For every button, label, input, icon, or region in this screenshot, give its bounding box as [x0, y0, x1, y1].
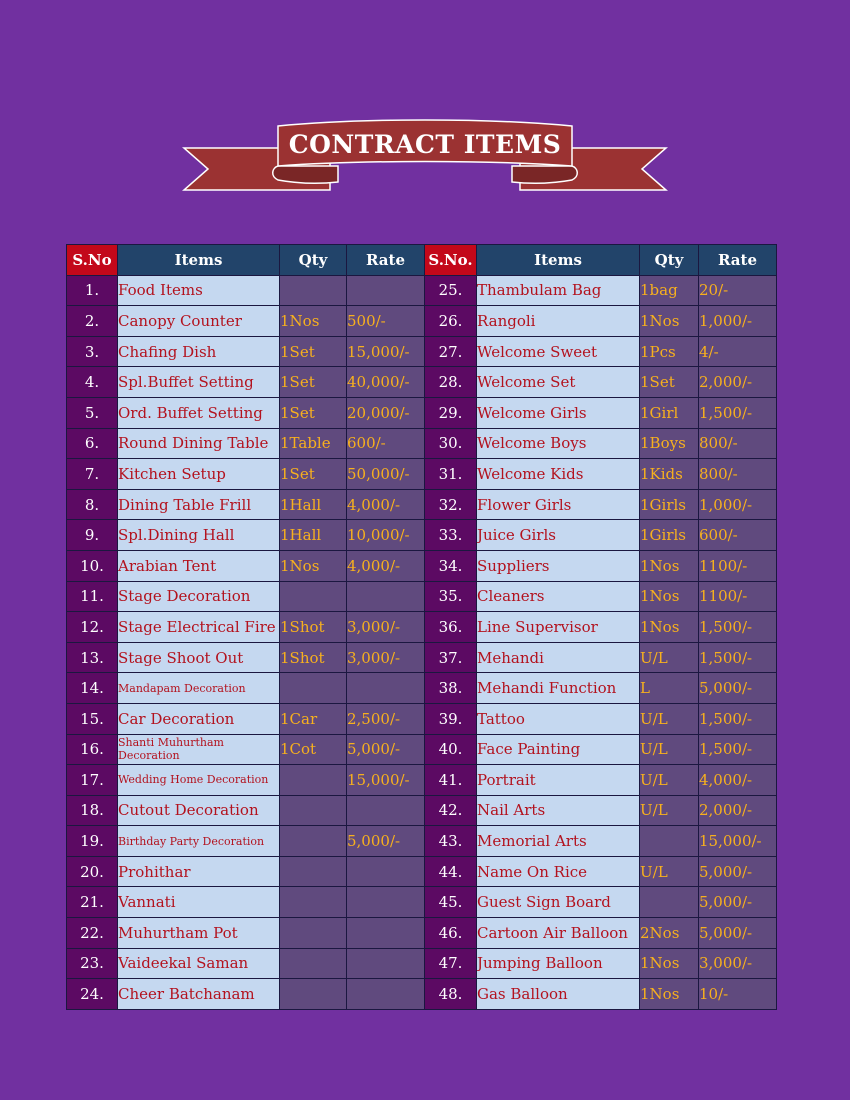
serial-number: 34. — [425, 550, 477, 581]
serial-number: 14. — [67, 673, 118, 704]
table-row — [67, 948, 777, 979]
item-name: Memorial Arts — [477, 826, 640, 857]
item-name: Nail Arts — [477, 795, 640, 826]
item-name: Mandapam Decoration — [118, 673, 280, 704]
item-rate: 2,000/- — [699, 367, 777, 398]
item-qty — [640, 887, 699, 918]
item-rate: 1,000/- — [699, 306, 777, 337]
item-qty — [280, 918, 347, 949]
table-row — [67, 306, 777, 337]
item-qty: L — [640, 673, 699, 704]
item-name: Mehandi Function — [477, 673, 640, 704]
serial-number: 13. — [67, 642, 118, 673]
serial-number: 5. — [67, 397, 118, 428]
table-row — [67, 550, 777, 581]
item-name: Stage Shoot Out — [118, 642, 280, 673]
serial-number: 4. — [67, 367, 118, 398]
item-qty: 1Set — [280, 397, 347, 428]
item-rate: 1,500/- — [699, 642, 777, 673]
table-row — [67, 489, 777, 520]
item-rate — [347, 979, 425, 1010]
item-name: Car Decoration — [118, 703, 280, 734]
item-rate: 800/- — [699, 428, 777, 459]
item-rate — [347, 581, 425, 612]
header-qty-right: Qty — [640, 245, 699, 276]
table-row — [67, 275, 777, 306]
item-name: Prohithar — [118, 856, 280, 887]
item-name: Thambulam Bag — [477, 275, 640, 306]
item-name: Cleaners — [477, 581, 640, 612]
item-rate: 2,000/- — [699, 795, 777, 826]
serial-number: 29. — [425, 397, 477, 428]
item-qty: 1Nos — [280, 550, 347, 581]
serial-number: 26. — [425, 306, 477, 337]
item-name: Tattoo — [477, 703, 640, 734]
item-qty: 1Set — [280, 336, 347, 367]
item-qty: 1Girl — [640, 397, 699, 428]
item-name: Welcome Sweet — [477, 336, 640, 367]
serial-number: 28. — [425, 367, 477, 398]
item-qty — [640, 826, 699, 857]
item-qty: 1Set — [640, 367, 699, 398]
table-row — [67, 887, 777, 918]
item-rate: 1100/- — [699, 581, 777, 612]
table-row — [67, 520, 777, 551]
item-name: Portrait — [477, 765, 640, 796]
table-row — [67, 397, 777, 428]
item-name: Jumping Balloon — [477, 948, 640, 979]
item-rate: 600/- — [347, 428, 425, 459]
item-qty: 1Hall — [280, 489, 347, 520]
serial-number: 8. — [67, 489, 118, 520]
item-qty: 1bag — [640, 275, 699, 306]
item-qty: 1Set — [280, 459, 347, 490]
item-rate — [347, 795, 425, 826]
item-name: Spl.Buffet Setting — [118, 367, 280, 398]
item-rate: 500/- — [347, 306, 425, 337]
item-qty — [280, 795, 347, 826]
item-name: Gas Balloon — [477, 979, 640, 1010]
item-qty: U/L — [640, 856, 699, 887]
item-rate: 15,000/- — [347, 336, 425, 367]
table-row — [67, 856, 777, 887]
item-rate — [347, 856, 425, 887]
table-row — [67, 428, 777, 459]
item-name: Food Items — [118, 275, 280, 306]
item-qty — [280, 887, 347, 918]
item-rate: 3,000/- — [347, 642, 425, 673]
item-rate: 1,000/- — [699, 489, 777, 520]
table-row — [67, 642, 777, 673]
item-name: Cutout Decoration — [118, 795, 280, 826]
item-name: Welcome Girls — [477, 397, 640, 428]
serial-number: 31. — [425, 459, 477, 490]
serial-number: 19. — [67, 826, 118, 857]
item-rate: 1,500/- — [699, 703, 777, 734]
header-items-left: Items — [118, 245, 280, 276]
table-row — [67, 459, 777, 490]
serial-number: 20. — [67, 856, 118, 887]
header-items-right: Items — [477, 245, 640, 276]
serial-number: 1. — [67, 275, 118, 306]
item-rate: 20/- — [699, 275, 777, 306]
serial-number: 17. — [67, 765, 118, 796]
item-rate: 2,500/- — [347, 703, 425, 734]
serial-number: 45. — [425, 887, 477, 918]
item-qty: 1Nos — [640, 948, 699, 979]
item-name: Rangoli — [477, 306, 640, 337]
item-rate: 600/- — [699, 520, 777, 551]
item-qty — [280, 275, 347, 306]
item-name: Guest Sign Board — [477, 887, 640, 918]
item-rate: 50,000/- — [347, 459, 425, 490]
header-sno-right: S.No. — [425, 245, 477, 276]
table-row — [67, 673, 777, 704]
table-row — [67, 979, 777, 1010]
item-name: Vaideekal Saman — [118, 948, 280, 979]
item-qty: 2Nos — [640, 918, 699, 949]
serial-number: 15. — [67, 703, 118, 734]
item-qty: 1Table — [280, 428, 347, 459]
item-qty: 1Hall — [280, 520, 347, 551]
serial-number: 48. — [425, 979, 477, 1010]
item-rate: 20,000/- — [347, 397, 425, 428]
item-qty: 1Shot — [280, 612, 347, 643]
item-name: Birthday Party Decoration — [118, 826, 280, 857]
item-qty: 1Set — [280, 367, 347, 398]
item-qty: 1Nos — [640, 979, 699, 1010]
serial-number: 27. — [425, 336, 477, 367]
item-rate — [347, 275, 425, 306]
item-rate: 1100/- — [699, 550, 777, 581]
item-name: Ord. Buffet Setting — [118, 397, 280, 428]
item-qty: 1Nos — [640, 550, 699, 581]
serial-number: 44. — [425, 856, 477, 887]
item-rate: 3,000/- — [699, 948, 777, 979]
serial-number: 7. — [67, 459, 118, 490]
serial-number: 40. — [425, 734, 477, 765]
item-rate: 15,000/- — [347, 765, 425, 796]
item-qty: 1Nos — [280, 306, 347, 337]
serial-number: 39. — [425, 703, 477, 734]
item-rate — [347, 673, 425, 704]
table-header-row — [67, 245, 777, 276]
title-banner — [180, 118, 670, 198]
serial-number: 32. — [425, 489, 477, 520]
item-qty: 1Nos — [640, 581, 699, 612]
item-name: Muhurtham Pot — [118, 918, 280, 949]
page-title: CONTRACT ITEMS — [288, 130, 562, 159]
serial-number: 18. — [67, 795, 118, 826]
item-rate: 5,000/- — [699, 856, 777, 887]
item-rate: 4,000/- — [699, 765, 777, 796]
item-qty: U/L — [640, 765, 699, 796]
item-rate: 1,500/- — [699, 612, 777, 643]
item-name: Dining Table Frill — [118, 489, 280, 520]
item-rate: 5,000/- — [347, 826, 425, 857]
item-rate: 10,000/- — [347, 520, 425, 551]
item-name: Cheer Batchanam — [118, 979, 280, 1010]
item-name: Cartoon Air Balloon — [477, 918, 640, 949]
item-rate: 5,000/- — [699, 887, 777, 918]
item-rate: 5,000/- — [347, 734, 425, 765]
table-row — [67, 734, 777, 765]
serial-number: 35. — [425, 581, 477, 612]
serial-number: 24. — [67, 979, 118, 1010]
item-name: Canopy Counter — [118, 306, 280, 337]
item-name: Arabian Tent — [118, 550, 280, 581]
serial-number: 9. — [67, 520, 118, 551]
item-rate: 4/- — [699, 336, 777, 367]
header-sno-left: S.No — [67, 245, 118, 276]
header-rate-right: Rate — [699, 245, 777, 276]
item-qty — [280, 948, 347, 979]
serial-number: 10. — [67, 550, 118, 581]
item-qty: 1Girls — [640, 520, 699, 551]
serial-number: 42. — [425, 795, 477, 826]
serial-number: 11. — [67, 581, 118, 612]
serial-number: 41. — [425, 765, 477, 796]
item-qty — [280, 856, 347, 887]
item-qty: U/L — [640, 734, 699, 765]
header-qty-left: Qty — [280, 245, 347, 276]
item-qty: U/L — [640, 642, 699, 673]
item-rate: 10/- — [699, 979, 777, 1010]
item-qty: 1Kids — [640, 459, 699, 490]
item-rate: 4,000/- — [347, 489, 425, 520]
item-rate — [347, 918, 425, 949]
item-name: Face Painting — [477, 734, 640, 765]
serial-number: 47. — [425, 948, 477, 979]
serial-number: 33. — [425, 520, 477, 551]
table-row — [67, 612, 777, 643]
serial-number: 25. — [425, 275, 477, 306]
item-qty: 1Cot — [280, 734, 347, 765]
table-body — [67, 275, 777, 1009]
item-qty: 1Pcs — [640, 336, 699, 367]
serial-number: 30. — [425, 428, 477, 459]
item-rate: 3,000/- — [347, 612, 425, 643]
table-row — [67, 826, 777, 857]
item-name: Wedding Home Decoration — [118, 765, 280, 796]
serial-number: 46. — [425, 918, 477, 949]
item-qty: 1Nos — [640, 612, 699, 643]
item-name: Shanti Muhurtham Decoration — [118, 734, 280, 765]
item-rate: 800/- — [699, 459, 777, 490]
item-rate: 15,000/- — [699, 826, 777, 857]
serial-number: 3. — [67, 336, 118, 367]
table-row — [67, 918, 777, 949]
item-qty — [280, 673, 347, 704]
table-row — [67, 765, 777, 796]
serial-number: 21. — [67, 887, 118, 918]
item-rate: 1,500/- — [699, 397, 777, 428]
item-rate: 1,500/- — [699, 734, 777, 765]
item-qty — [280, 765, 347, 796]
item-name: Suppliers — [477, 550, 640, 581]
table-row — [67, 336, 777, 367]
item-name: Welcome Kids — [477, 459, 640, 490]
item-name: Welcome Set — [477, 367, 640, 398]
table-row — [67, 703, 777, 734]
contract-items-table — [66, 244, 777, 1010]
item-qty — [280, 826, 347, 857]
item-name: Name On Rice — [477, 856, 640, 887]
item-name: Juice Girls — [477, 520, 640, 551]
item-name: Round Dining Table — [118, 428, 280, 459]
item-rate: 5,000/- — [699, 918, 777, 949]
item-qty: U/L — [640, 703, 699, 734]
serial-number: 22. — [67, 918, 118, 949]
serial-number: 38. — [425, 673, 477, 704]
serial-number: 12. — [67, 612, 118, 643]
item-qty: 1Car — [280, 703, 347, 734]
item-qty: U/L — [640, 795, 699, 826]
item-qty: 1Nos — [640, 306, 699, 337]
item-qty: 1Boys — [640, 428, 699, 459]
serial-number: 43. — [425, 826, 477, 857]
serial-number: 2. — [67, 306, 118, 337]
item-name: Chafing Dish — [118, 336, 280, 367]
serial-number: 16. — [67, 734, 118, 765]
item-qty — [280, 979, 347, 1010]
item-name: Vannati — [118, 887, 280, 918]
item-name: Stage Decoration — [118, 581, 280, 612]
serial-number: 23. — [67, 948, 118, 979]
item-rate — [347, 948, 425, 979]
serial-number: 36. — [425, 612, 477, 643]
table-row — [67, 581, 777, 612]
item-name: Stage Electrical Fire — [118, 612, 280, 643]
item-name: Spl.Dining Hall — [118, 520, 280, 551]
serial-number: 37. — [425, 642, 477, 673]
item-name: Line Supervisor — [477, 612, 640, 643]
table-row — [67, 367, 777, 398]
item-rate: 5,000/- — [699, 673, 777, 704]
item-qty: 1Girls — [640, 489, 699, 520]
item-name: Mehandi — [477, 642, 640, 673]
item-rate — [347, 887, 425, 918]
serial-number: 6. — [67, 428, 118, 459]
table-row — [67, 795, 777, 826]
item-name: Welcome Boys — [477, 428, 640, 459]
item-qty — [280, 581, 347, 612]
item-name: Flower Girls — [477, 489, 640, 520]
item-rate: 4,000/- — [347, 550, 425, 581]
item-qty: 1Shot — [280, 642, 347, 673]
item-rate: 40,000/- — [347, 367, 425, 398]
header-rate-left: Rate — [347, 245, 425, 276]
item-name: Kitchen Setup — [118, 459, 280, 490]
